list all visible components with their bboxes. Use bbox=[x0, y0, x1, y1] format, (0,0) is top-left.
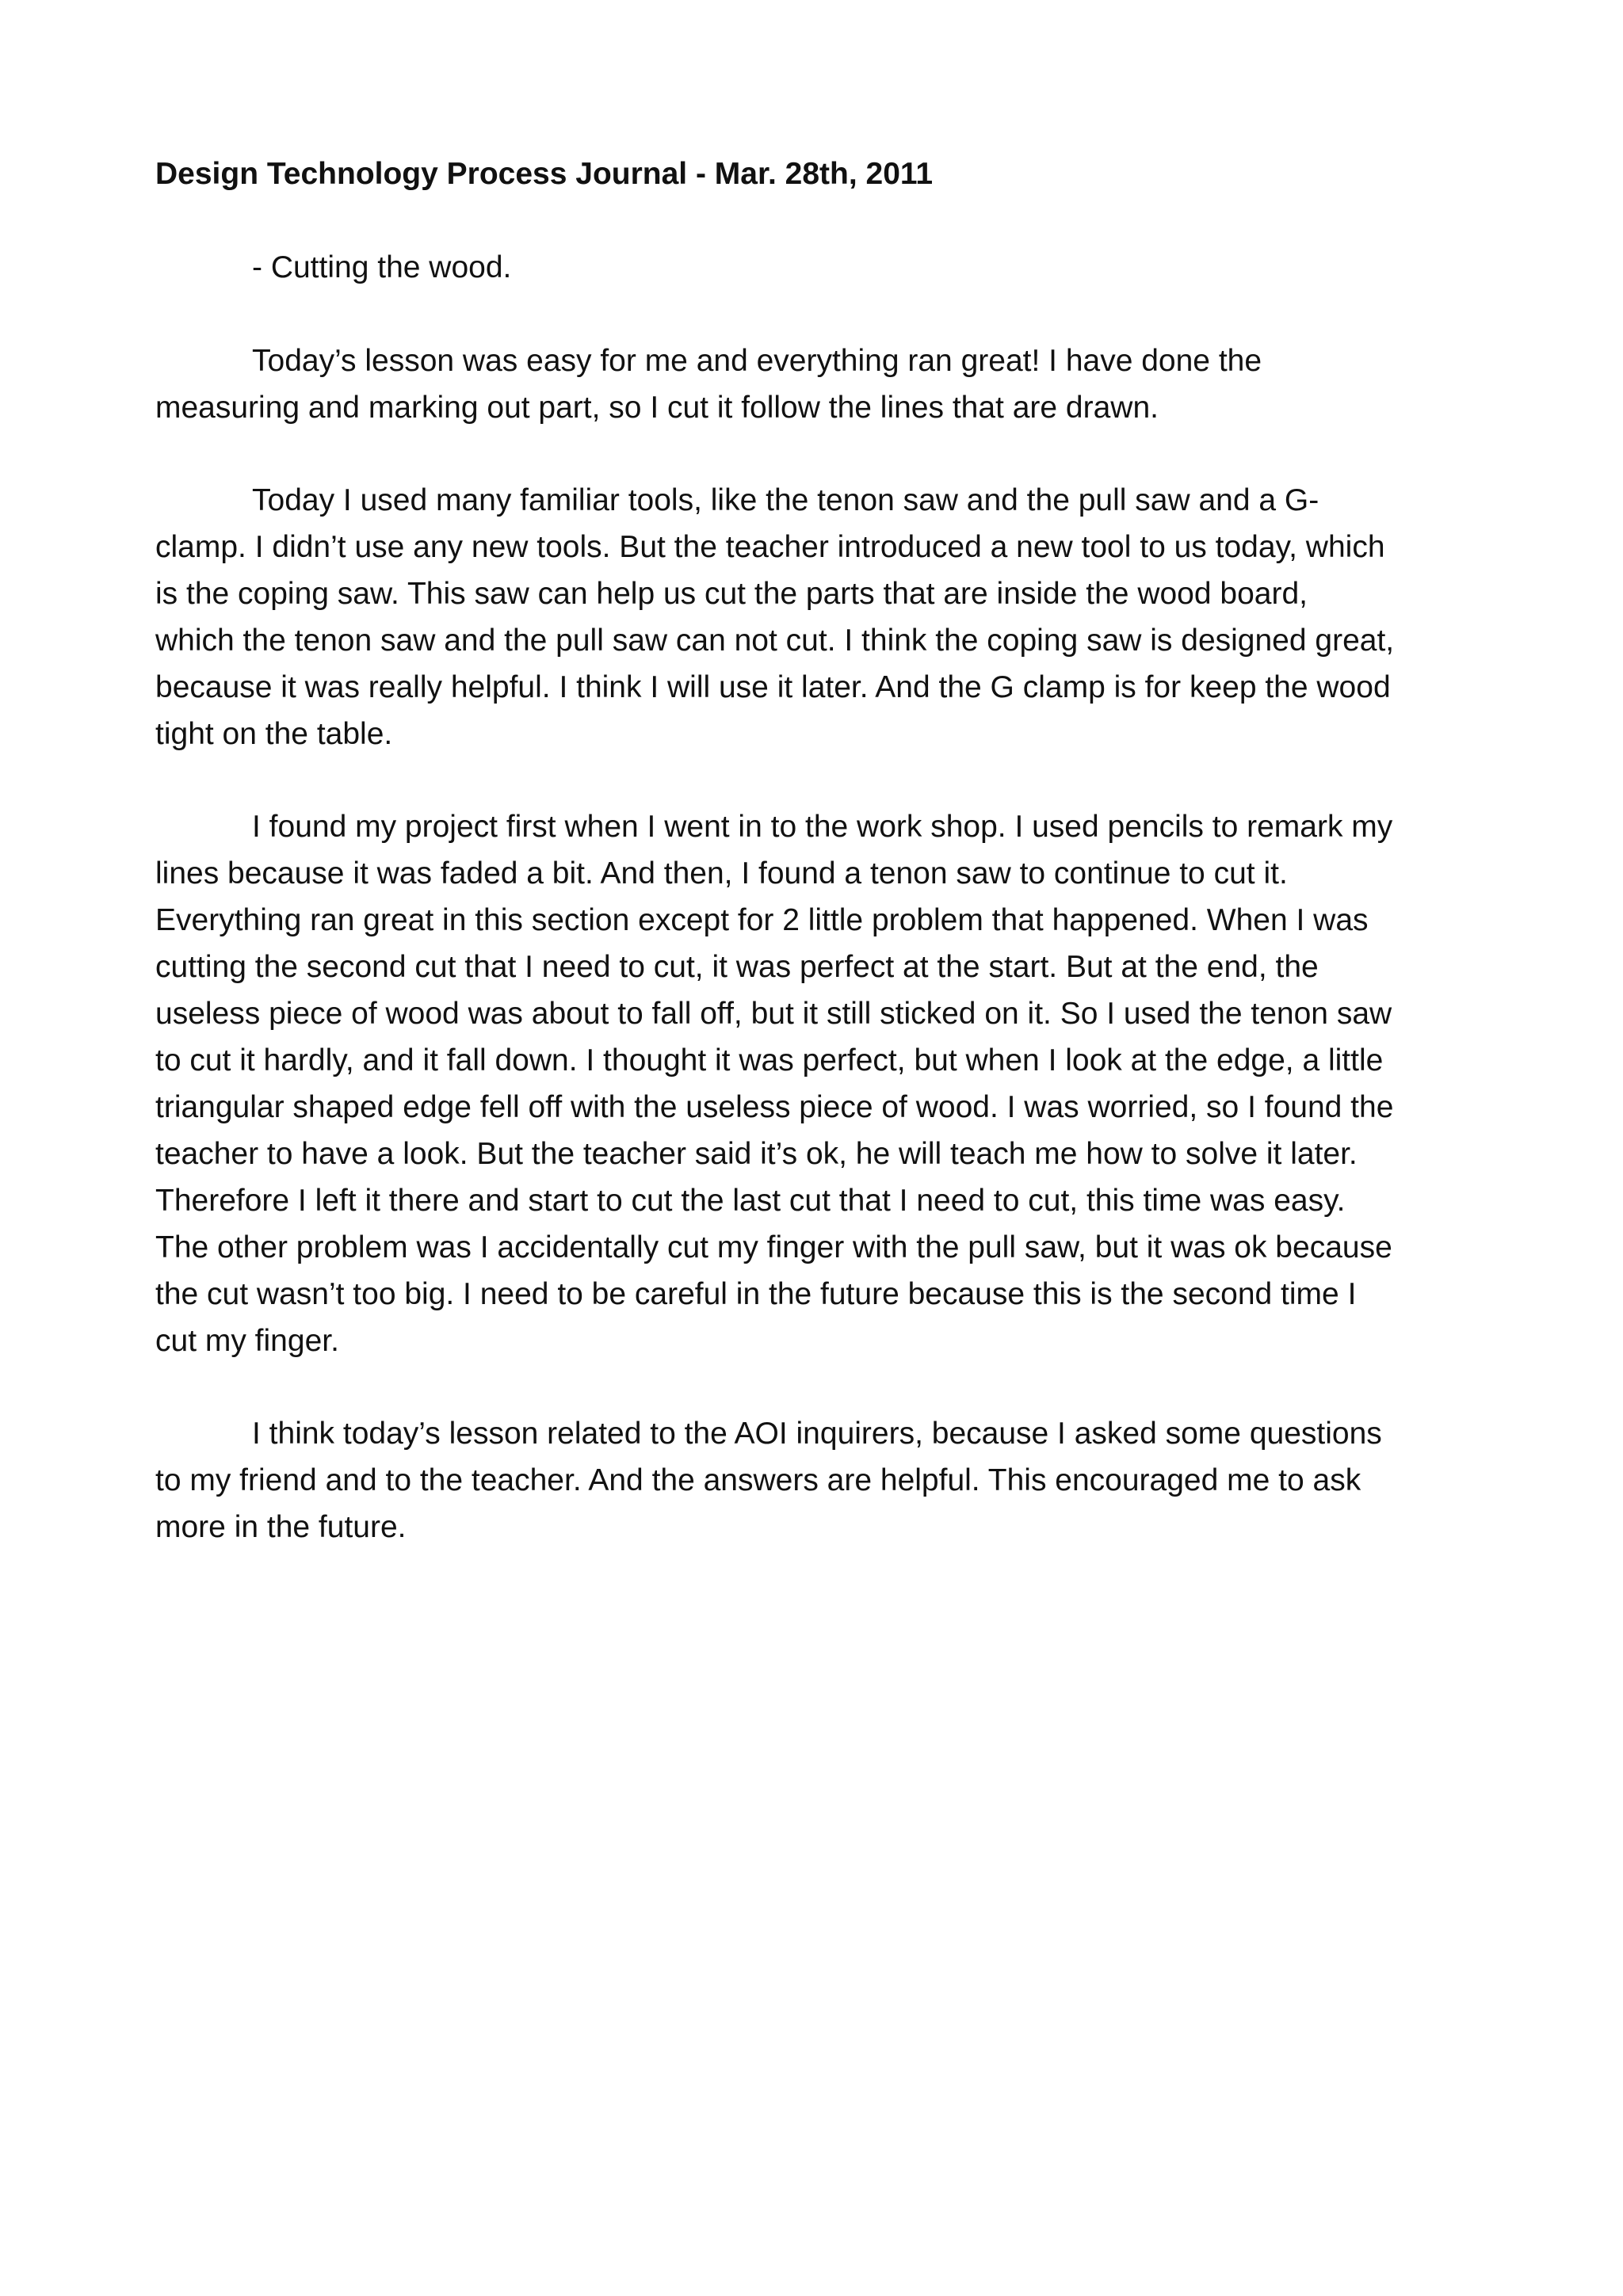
paragraph-line: cut my finger. bbox=[155, 1324, 339, 1358]
paragraph-line: clamp. I didn’t use any new tools. But the teacher introduced a new tool to us today, which bbox=[155, 530, 1385, 564]
paragraph-aoi-reflection bbox=[155, 1410, 1487, 1550]
journal-content bbox=[155, 151, 1487, 1550]
paragraph-line: lines because it was faded a bit. And then, I found a tenon saw to continue to cut it. bbox=[155, 856, 1288, 891]
paragraph-line: more in the future. bbox=[155, 1510, 407, 1544]
paragraph-line: measuring and marking out part, so I cut it follow the lines that are drawn. bbox=[155, 391, 1159, 425]
paragraph-line: Therefore I left it there and start to cut the last cut that I need to cut, this time was easy. bbox=[155, 1184, 1346, 1218]
paragraph-line: which the tenon saw and the pull saw can not cut. I think the coping saw is designed great, bbox=[155, 624, 1395, 658]
paragraph-line: to cut it hardly, and it fall down. I thought it was perfect, but when I look at the edge, a little bbox=[155, 1043, 1384, 1077]
paragraph-line: tight on the table. bbox=[155, 717, 393, 751]
paragraph-line: teacher to have a look. But the teacher said it’s ok, he will teach me how to solve it later. bbox=[155, 1137, 1358, 1171]
paragraph-line: Today I used many familiar tools, like the tenon saw and the pull saw and a G- bbox=[252, 483, 1319, 517]
paragraph-line: Everything ran great in this section except for 2 little problem that happened. When I was bbox=[155, 903, 1369, 937]
paragraph-line: triangular shaped edge fell off with the useless piece of wood. I was worried, so I found the bbox=[155, 1090, 1394, 1124]
paragraph-line: useless piece of wood was about to fall off, but it still sticked on it. So I used the tenon saw bbox=[155, 997, 1392, 1031]
paragraph-line: Today’s lesson was easy for me and everything ran great! I have done the bbox=[252, 344, 1262, 378]
journal-title: Design Technology Process Journal - Mar. 28th, 2011 bbox=[155, 157, 934, 191]
paragraph-line: The other problem was I accidentally cut my finger with the pull saw, but it was ok because bbox=[155, 1230, 1392, 1264]
paragraph-line: is the coping saw. This saw can help us cut the parts that are inside the wood board, bbox=[155, 577, 1308, 611]
journal-subtitle: - Cutting the wood. bbox=[252, 250, 512, 284]
paragraph-line: the cut wasn’t too big. I need to be careful in the future because this is the second time I bbox=[155, 1277, 1357, 1311]
paragraph-lesson-summary bbox=[155, 338, 1487, 431]
paragraph-line: I think today’s lesson related to the AOI inquirers, because I asked some questions bbox=[252, 1417, 1382, 1451]
paragraph-tools bbox=[155, 477, 1487, 757]
paragraph-line: cutting the second cut that I need to cut, it was perfect at the start. But at the end, the bbox=[155, 950, 1319, 984]
paragraph-workshop bbox=[155, 803, 1487, 1364]
paragraph-line: to my friend and to the teacher. And the answers are helpful. This encouraged me to ask bbox=[155, 1463, 1361, 1497]
paragraph-line: I found my project first when I went in to the work shop. I used pencils to remark my bbox=[252, 810, 1393, 844]
paragraph-line: because it was really helpful. I think I will use it later. And the G clamp is for keep the wood bbox=[155, 670, 1391, 704]
